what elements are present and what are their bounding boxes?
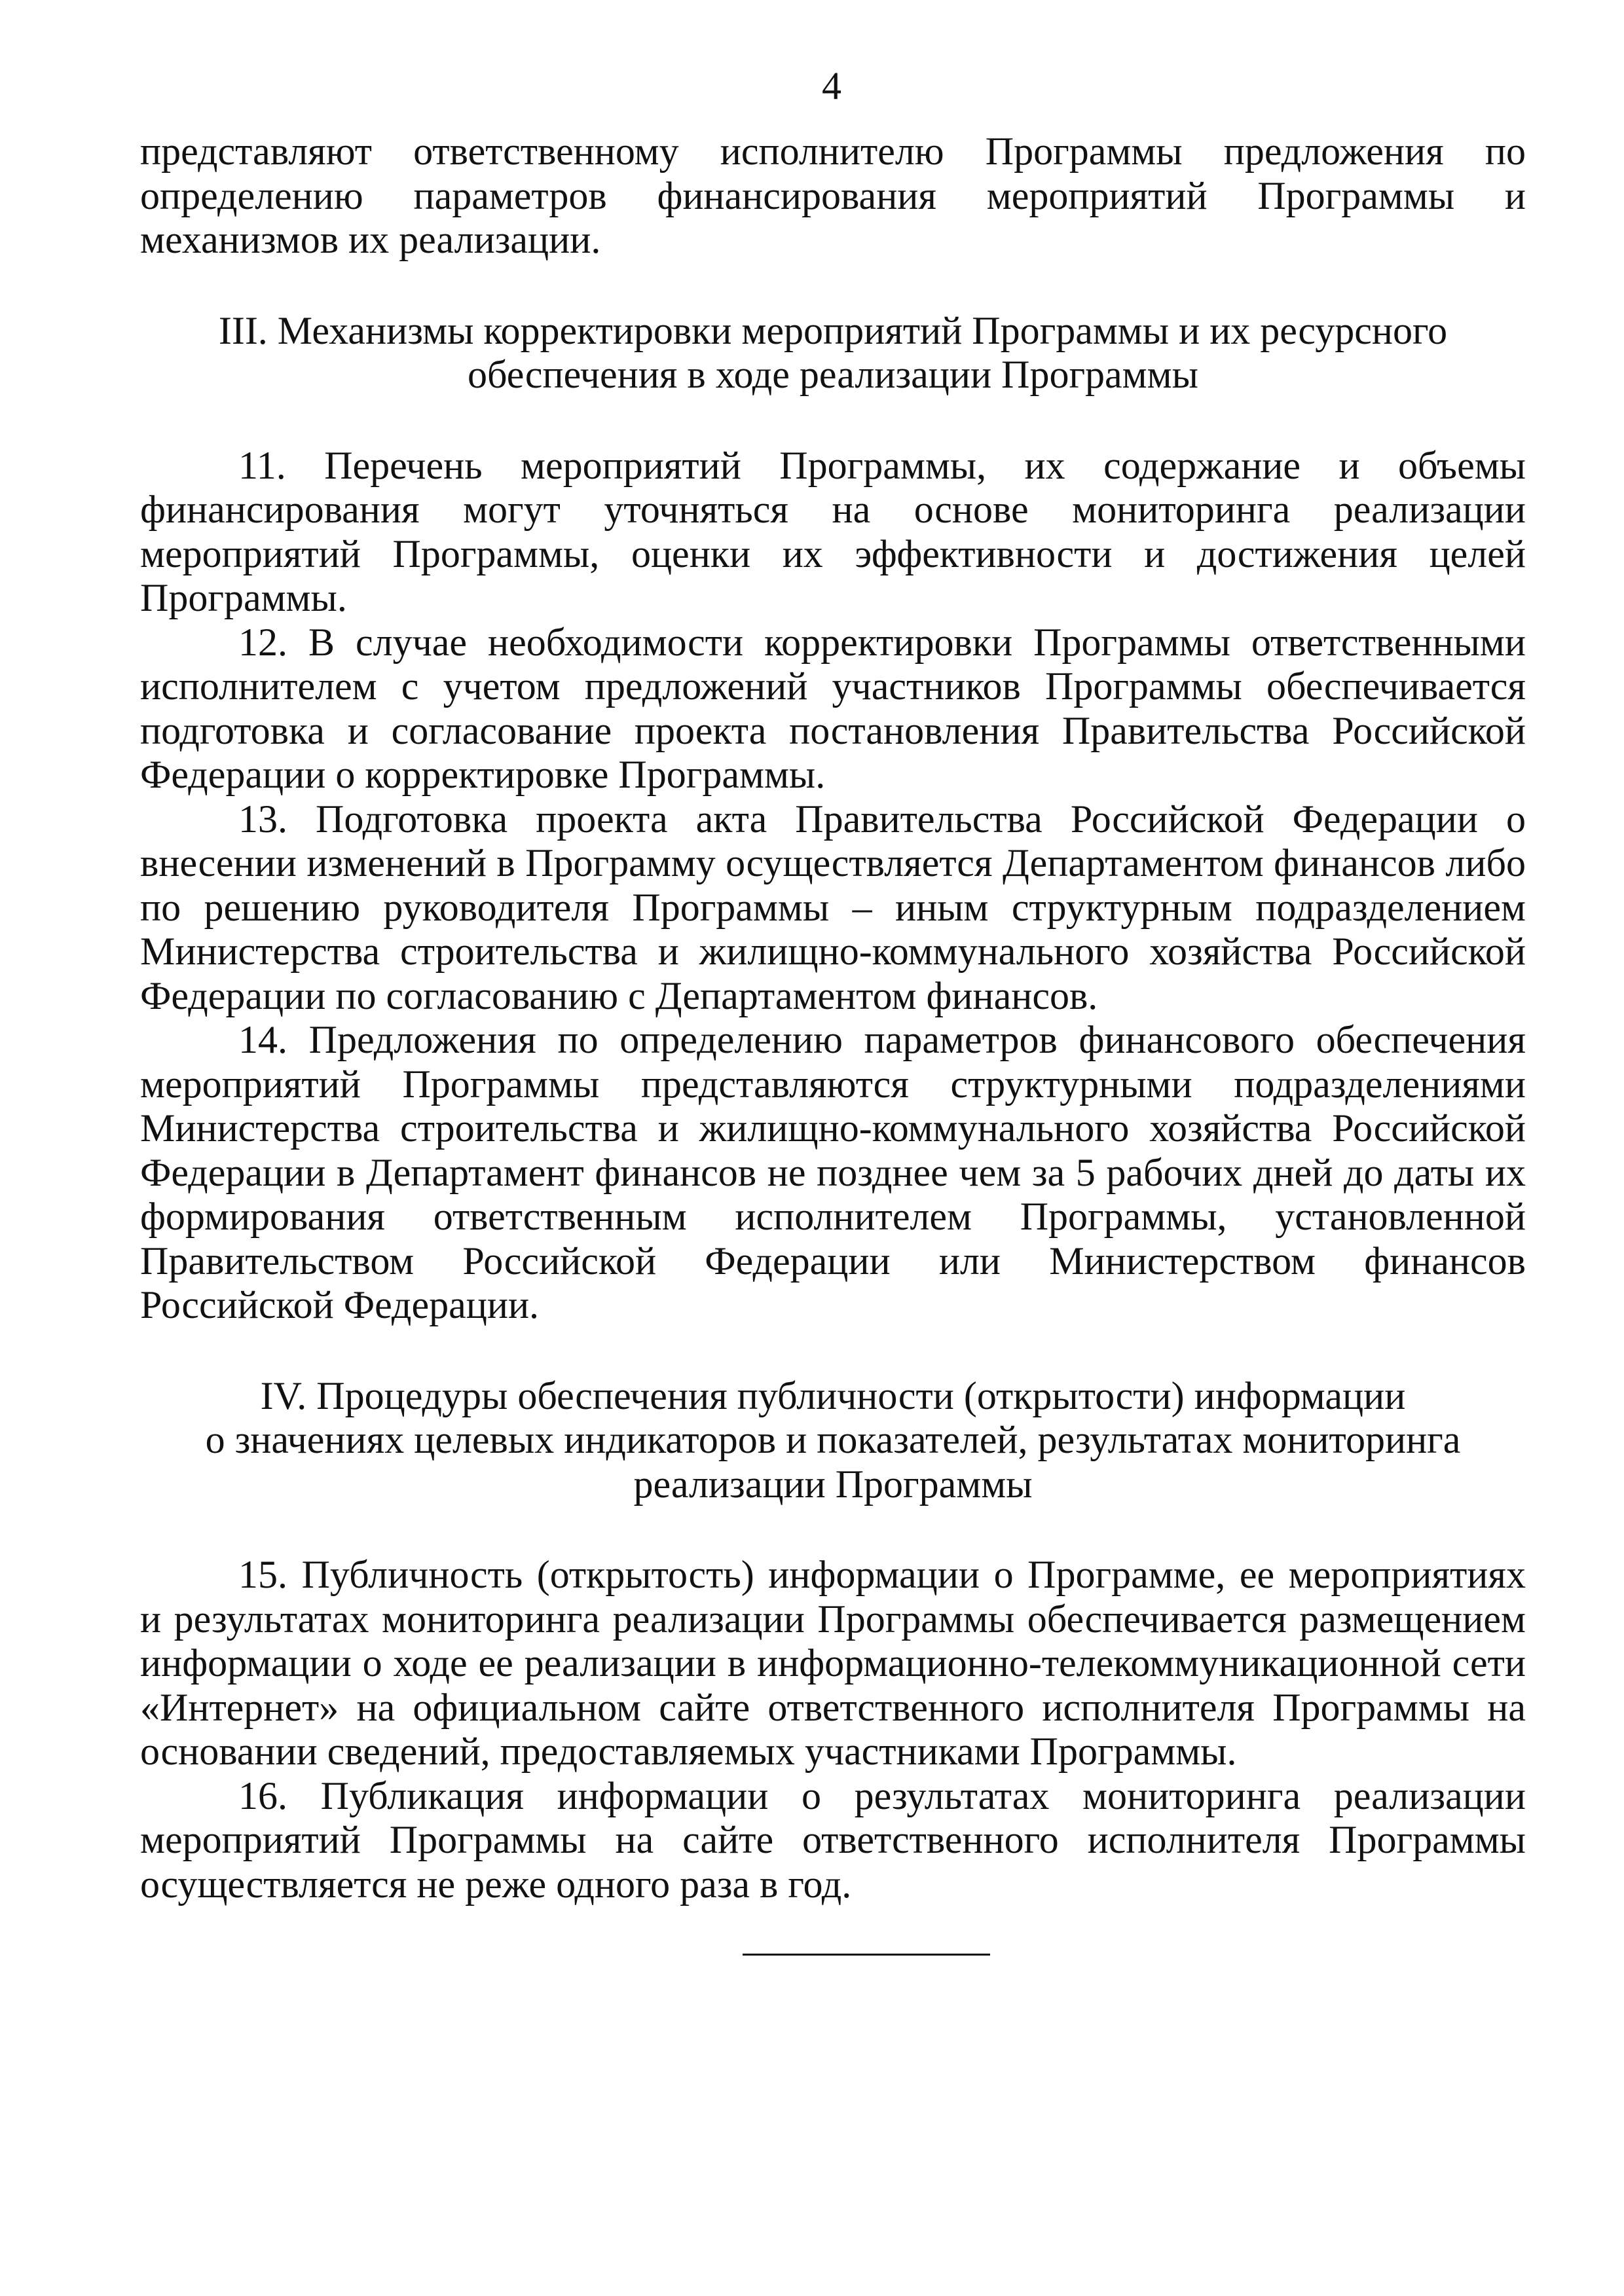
document-body [140,130,1526,1906]
spacer [140,1328,1526,1374]
clause-13: 13. Подготовка проекта акта Правительства Российской Федерации о внесении изменений в Программу осуществляется Департаментом финансов либо по решению руководителя Программы – иным структурным подразделением Министерства строительства и жилищно-коммунального хозяйства Российской Федерации по согласованию с Департаментом финансов. [140,797,1526,1017]
section-4-heading-line: IV. Процедуры обеспечения публичности (открытости) информации [260,1374,1406,1417]
section-4-heading-line: о значениях целевых индикаторов и показателей, результатах мониторинга [205,1418,1461,1461]
spacer [140,1506,1526,1553]
spacer [140,397,1526,444]
spacer [140,263,1526,309]
clause-15: 15. Публичность (открытость) информации о Программе, ее мероприятиях и результатах мониторинга реализации Программы обеспечивается размещением информации о ходе ее реализации в информационно-телекоммуникационной сети «Интернет» на официальном сайте ответственного исполнителя Программы на основании сведений, предоставляемых участниками Программы. [140,1553,1526,1773]
clause-11: 11. Перечень мероприятий Программы, их содержание и объемы финансирования могут уточняться на основе мониторинга реализации мероприятий Программы, оценки их эффективности и достижения целей Программы. [140,443,1526,619]
clause-12: 12. В случае необходимости корректировки Программы ответственными исполнителем с учетом предложений участников Программы обеспечивается подготовка и согласование проекта постановления Правительства Российской Федерации о корректировке Программы. [140,620,1526,796]
section-3-heading [191,309,1475,397]
page-number: 4 [822,64,841,107]
section-3-heading-line: III. Механизмы корректировки мероприятий Программы и их ресурсного [218,308,1448,352]
section-4-heading [191,1374,1475,1507]
end-of-document-rule [743,1954,990,1956]
clause-16: 16. Публикация информации о результатах мониторинга реализации мероприятий Программы на сайте ответственного исполнителя Программы осуществляется не реже одного раза в год. [140,1774,1526,1906]
section-3-heading-line: обеспечения в ходе реализации Программы [468,353,1198,396]
section-4-heading-line: реализации Программы [633,1462,1033,1506]
clause-14: 14. Предложения по определению параметров финансового обеспечения мероприятий Программы представляются структурными подразделениями Министерства строительства и жилищно-коммунального хозяйства Российской Федерации в Департамент финансов не позднее чем за 5 рабочих дней до даты их формирования ответственным исполнителем Программы, установленной Правительством Российской Федерации или Министерством финансов Российской Федерации. [140,1018,1526,1326]
intro-paragraph: представляют ответственному исполнителю Программы предложения по определению параметров финансирования мероприятий Программы и механизмов их реализации. [140,130,1526,261]
